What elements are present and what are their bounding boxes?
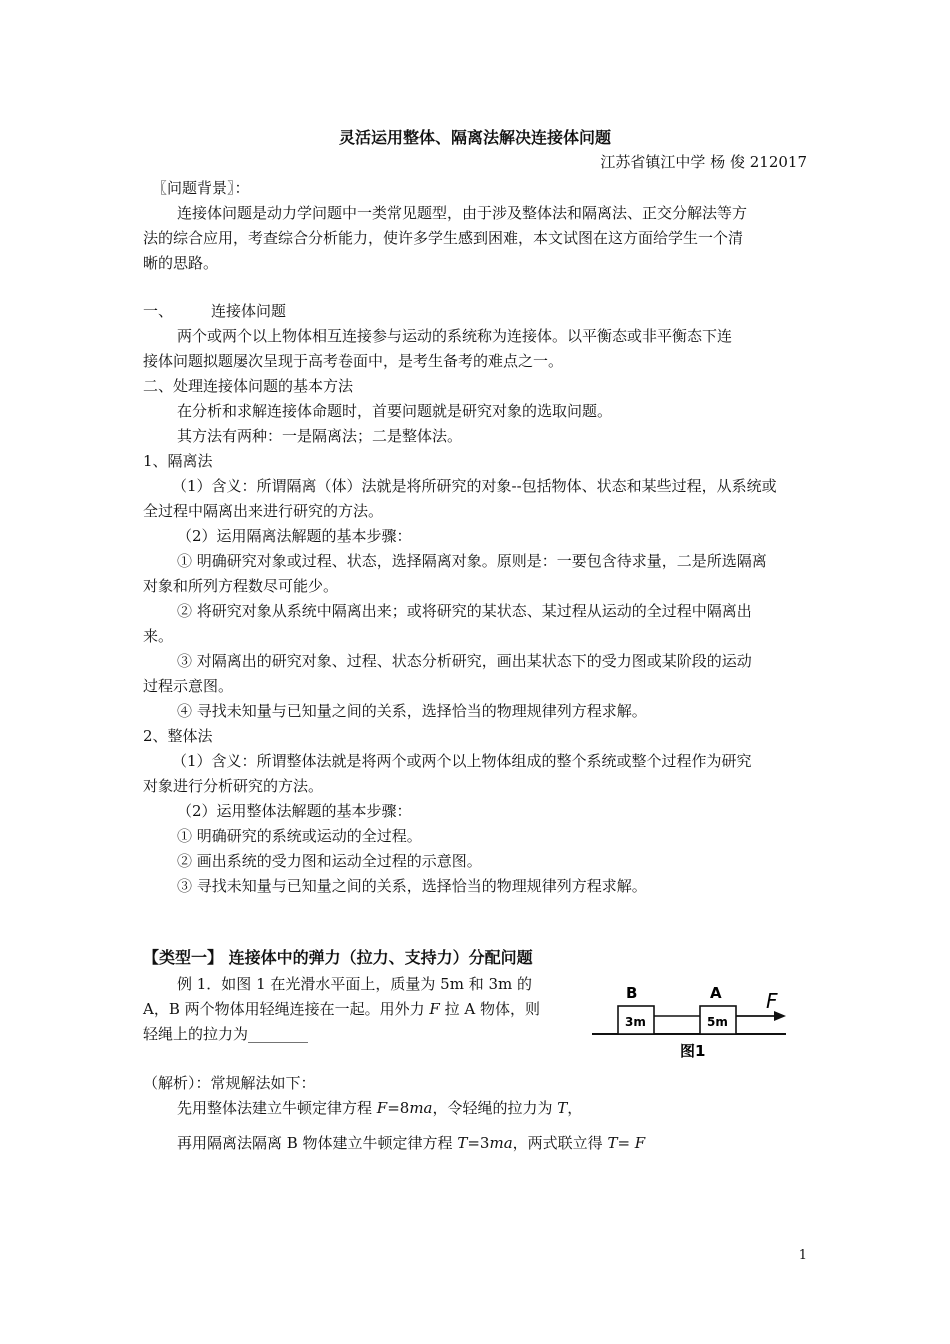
paragraph-line: （1）含义：所谓隔离（体）法就是将所研究的对象--包括物体、状态和某些过程，从系统或 [172, 477, 777, 495]
equation-symbol: T [457, 1134, 468, 1152]
section-number: 一、 [143, 302, 174, 320]
page-title: 灵活运用整体、隔离法解决连接体问题 [338, 128, 611, 147]
equation-symbol: T [607, 1134, 618, 1152]
step-line: ① 明确研究的系统或运动的全过程。 [177, 827, 422, 845]
solution-text: 先用整体法建立牛顿定律方程 [177, 1099, 377, 1117]
subsection-heading: 1、隔离法 [143, 452, 213, 470]
step-line: ③ 对隔离出的研究对象、过程、状态分析研究，画出某状态下的受力图或某阶段的运动 [177, 652, 752, 670]
paragraph-line: （2）运用整体法解题的基本步骤： [177, 802, 412, 820]
example-line [143, 999, 540, 1019]
subsection-heading: 2、整体法 [143, 727, 213, 745]
equation-text: =8 [387, 1099, 410, 1117]
label-b: B [626, 984, 638, 1002]
equation-text: =3 [467, 1134, 490, 1152]
paragraph-line: 两个或两个以上物体相互连接参与运动的系统称为连接体。以平衡态或非平衡态下连 [177, 327, 733, 345]
solution-line [177, 1098, 582, 1118]
step-line: ② 画出系统的受力图和运动全过程的示意图。 [177, 852, 482, 870]
page-number: 1 [798, 1248, 807, 1263]
example-line: 轻绳上的拉力为________ [143, 1025, 309, 1043]
step-line: 过程示意图。 [143, 677, 234, 695]
paragraph-line: 全过程中隔离出来进行研究的方法。 [143, 502, 384, 520]
background-heading: 〖问题背景〗： [152, 179, 250, 197]
section-heading: 二、处理连接体问题的基本方法 [143, 377, 354, 395]
figure-1-diagram [590, 976, 790, 1066]
paragraph-line: 接体问题拟题屡次呈现于高考卷面中，是考生备考的难点之一。 [143, 352, 564, 370]
solution-text: ， [567, 1099, 583, 1117]
example-line: 例 1．如图 1 在光滑水平面上，质量为 5m 和 3m 的 [177, 975, 532, 993]
equation-symbol: ma [489, 1134, 513, 1152]
solution-text: ，令轻绳的拉力为 [432, 1099, 558, 1117]
equation-symbol: ma [409, 1099, 433, 1117]
author-line: 江苏省镇江中学 杨 俊 212017 [600, 153, 807, 171]
mass-a: 5m [707, 1015, 728, 1029]
paragraph-line: （1）含义：所谓整体法就是将两个或两个以上物体组成的整个系统或整个过程作为研究 [172, 752, 752, 770]
figure-caption: 图1 [680, 1042, 706, 1060]
step-line: ③ 寻找未知量与已知量之间的关系，选择恰当的物理规律列方程求解。 [177, 877, 647, 895]
solution-heading: （解析）：常规解法如下： [143, 1074, 316, 1092]
equation-symbol: T [557, 1099, 568, 1117]
example-text: A，B 两个物体用轻绳连接在一起。用外力 [143, 1000, 430, 1018]
force-label: F [766, 989, 778, 1013]
example-text: 拉 A 物体，则 [439, 1000, 540, 1018]
background-paragraph-line: 晰的思路。 [143, 254, 219, 272]
mass-b: 3m [625, 1015, 646, 1029]
solution-line [177, 1133, 645, 1153]
section-heading: 连接体问题 [211, 302, 287, 320]
paragraph-line: （2）运用隔离法解题的基本步骤： [177, 527, 412, 545]
step-line: ① 明确研究对象或过程、状态，选择隔离对象。原则是：一要包含待求量，二是所选隔离 [177, 552, 767, 570]
force-symbol: F [429, 1000, 440, 1018]
solution-text: 再用隔离法隔离 B 物体建立牛顿定律方程 [177, 1134, 458, 1152]
step-line: 对象和所列方程数尽可能少。 [143, 577, 339, 595]
type-heading: 【类型一】 连接体中的弹力（拉力、支持力）分配问题 [143, 948, 533, 967]
paragraph-line: 在分析和求解连接体命题时，首要问题就是研究对象的选取问题。 [177, 402, 613, 420]
background-paragraph-line: 法的综合应用，考查综合分析能力，使许多学生感到困难，本文试图在这方面给学生一个清 [143, 229, 744, 247]
step-line: ④ 寻找未知量与已知量之间的关系，选择恰当的物理规律列方程求解。 [177, 702, 647, 720]
label-a: A [710, 984, 722, 1002]
solution-text: ，两式联立得 [512, 1134, 608, 1152]
step-line: 来。 [143, 627, 174, 645]
equation-symbol: F [634, 1134, 646, 1152]
equation-text: = [617, 1134, 635, 1152]
paragraph-line: 对象进行分析研究的方法。 [143, 777, 324, 795]
paragraph-line: 其方法有两种：一是隔离法；二是整体法。 [177, 427, 463, 445]
step-line: ② 将研究对象从系统中隔离出来；或将研究的某状态、某过程从运动的全过程中隔离出 [177, 602, 752, 620]
background-paragraph-line: 连接体问题是动力学问题中一类常见题型，由于涉及整体法和隔离法、正交分解法等方 [177, 204, 748, 222]
equation-symbol: F [376, 1099, 388, 1117]
